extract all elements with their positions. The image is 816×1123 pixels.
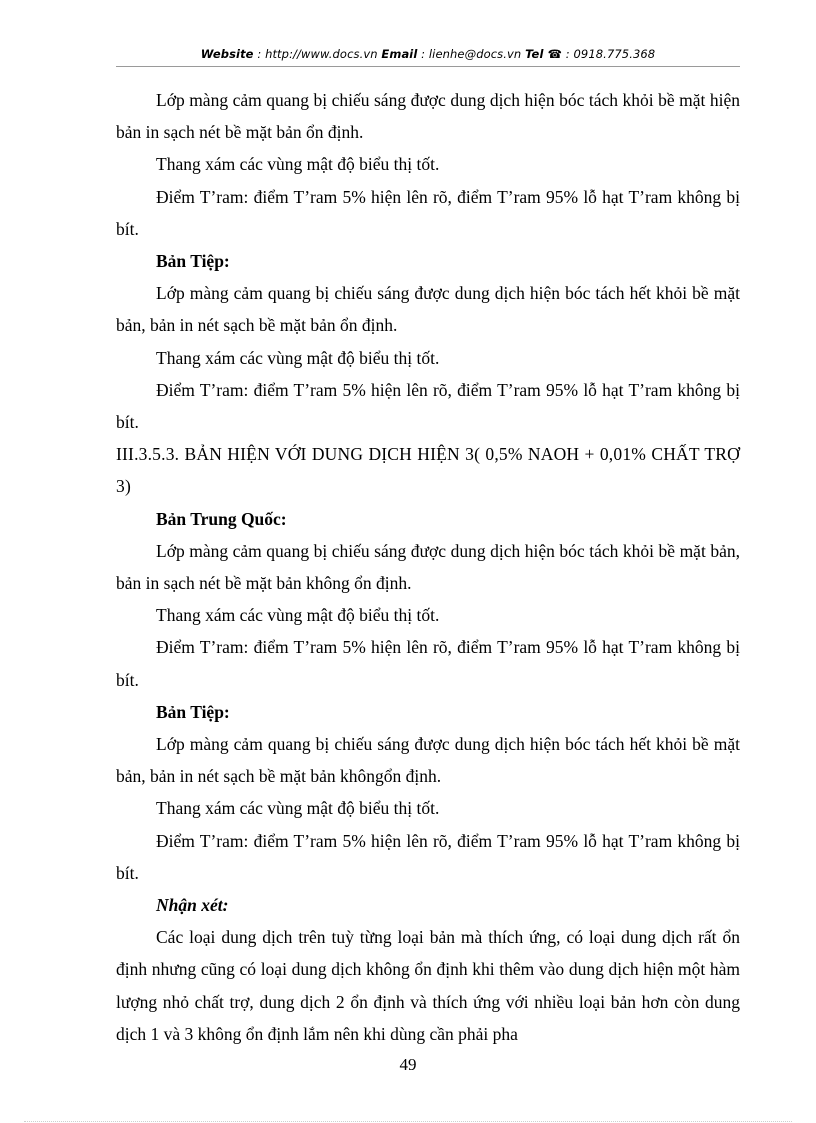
tel-label: Tel ☎ (525, 47, 563, 61)
paragraph: Thang xám các vùng mật độ biểu thị tốt. (156, 154, 440, 175)
email-label: Email (381, 47, 418, 61)
paragraph: Thang xám các vùng mật độ biểu thị tốt. (156, 605, 440, 626)
tel-sep: : (562, 47, 574, 61)
website-url[interactable]: http://www.docs.vn (265, 47, 378, 61)
page-header (116, 47, 740, 61)
email-value[interactable]: lienhe@docs.vn (428, 47, 522, 61)
subheading-ban-tiep: Bản Tiệp: (156, 701, 230, 722)
paragraph: Thang xám các vùng mật độ biểu thị tốt. (156, 347, 440, 368)
paragraph: Điểm T’ram: điểm T’ram 5% hiện lên rõ, điểm T’ram 95% lỗ hạt T’ram không bị bít. (116, 637, 740, 690)
paragraph: Lớp màng cảm quang bị chiếu sáng được dung dịch hiện bóc tách khỏi bề mặt bản, bản in sạch nét bề mặt bản không ổn định. (116, 540, 740, 594)
paragraph: Lớp màng cảm quang bị chiếu sáng được dung dịch hiện bóc tách hết khỏi bề mặt bản, bản in nét sạch bề mặt bản khôngổn định. (116, 734, 740, 787)
paragraph: Điểm T’ram: điểm T’ram 5% hiện lên rõ, điểm T’ram 95% lỗ hạt T’ram không bị bít. (116, 186, 740, 239)
header-divider (116, 66, 740, 67)
subheading-ban-trung-quoc: Bản Trung Quốc: (156, 508, 287, 529)
paragraph: Điểm T’ram: điểm T’ram 5% hiện lên rõ, điểm T’ram 95% lỗ hạt T’ram không bị bít. (116, 830, 740, 883)
footer-divider (24, 1121, 792, 1122)
email-sep: : (417, 47, 429, 61)
section-heading: III.3.5.3. BẢN HIỆN VỚI DUNG DỊCH HIỆN 3( 0,5% NAOH + 0,01% CHẤT TRỢ 3) (116, 444, 740, 497)
paragraph: Lớp màng cảm quang bị chiếu sáng được dung dịch hiện bóc tách hết khỏi bề mặt bản, bản in nét sạch bề mặt bản ổn định. (116, 283, 740, 336)
subheading-nhan-xet: Nhận xét: (156, 895, 229, 916)
tel-value: 0918.775.368 (573, 47, 656, 61)
page-number: 49 (399, 1055, 417, 1074)
document-body (116, 84, 740, 1050)
subheading-ban-tiep: Bản Tiệp: (156, 251, 230, 272)
paragraph: Lớp màng cảm quang bị chiếu sáng được dung dịch hiện bóc tách khỏi bề mặt hiện bản in sạch nét bề mặt bản ổn định. (116, 90, 740, 143)
paragraph: Các loại dung dịch trên tuỳ từng loại bản mà thích ứng, có loại dung dịch rất ổn định nhưng cũng có loại dung dịch không ổn định khi thêm vào dung dịch hiện một hàm lượng nhỏ chất trợ, dung dịch 2 ổn định và thích ứng với nhiều loại bản hơn còn dung dịch 1 và 3 không ổn định lắm nên khi dùng cần phải pha (116, 927, 740, 1044)
website-sep: : (253, 47, 266, 61)
paragraph: Điểm T’ram: điểm T’ram 5% hiện lên rõ, điểm T’ram 95% lỗ hạt T’ram không bị bít. (116, 379, 740, 433)
paragraph: Thang xám các vùng mật độ biểu thị tốt. (156, 798, 440, 819)
website-label: Website (200, 47, 254, 61)
